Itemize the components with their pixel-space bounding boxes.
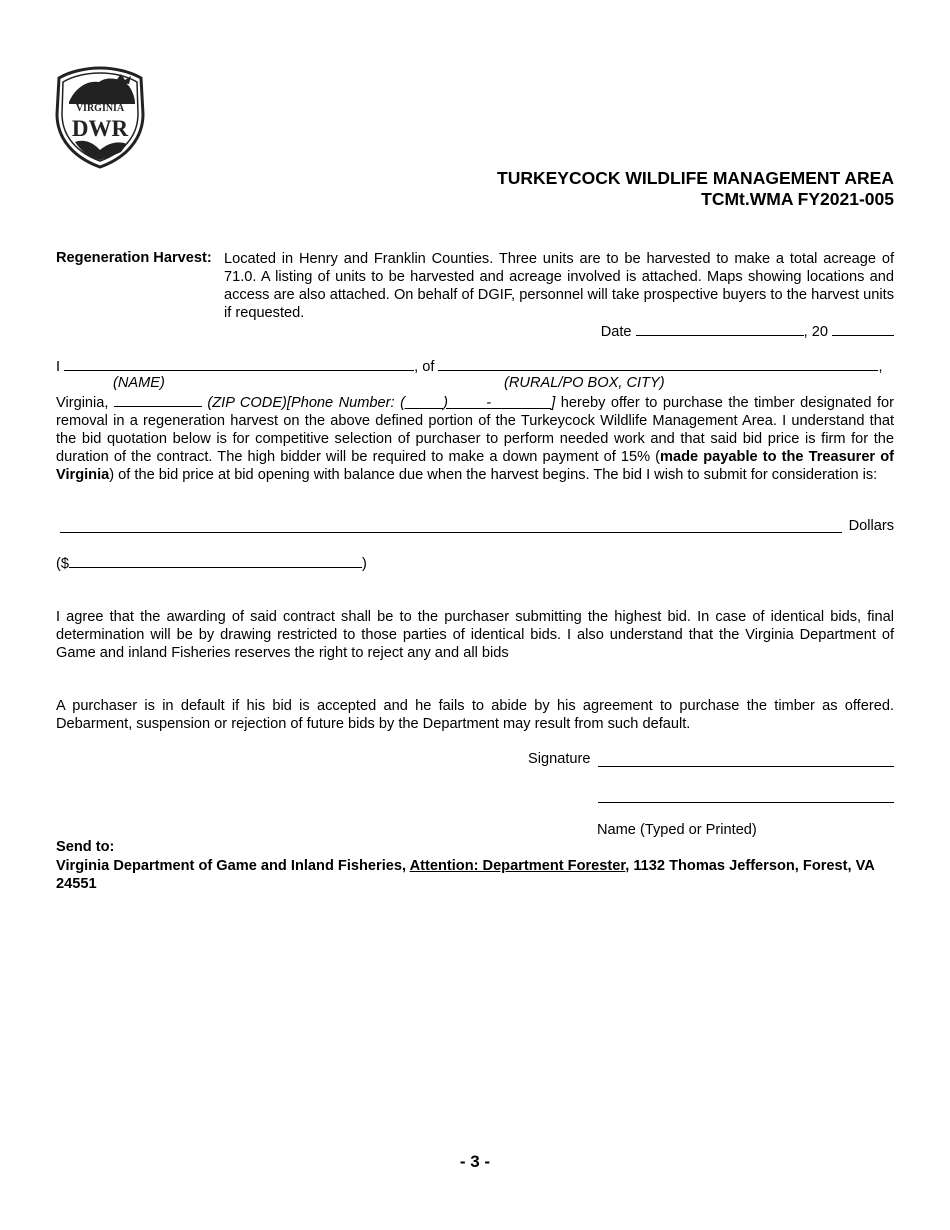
phone-open: ( (400, 395, 405, 411)
of-label: , of (414, 359, 435, 375)
date-label: Date (600, 324, 632, 340)
send-to-attention: Attention: Department Forester (409, 858, 626, 874)
document-code: TCMt.WMA FY2021-005 (701, 189, 894, 209)
phone-end: ] (551, 395, 556, 411)
bid-words-field[interactable] (60, 532, 842, 533)
offer-text-1: hereby offer to purchase the timber designated for removal in a regeneration harvest on the above defined portion of the Turkeycock Wildlife Management Area. I understand that the bid quotation below is for competitive selection of purchaser to perform needed work and that said bid price is firm for the duration of the contract. The high bidder will be required to make a down payment of 15% ( (56, 395, 895, 465)
date-year-prefix: , 20 (803, 324, 828, 340)
offer-text-2: ) of the bid price at bid opening with balance due when the harvest begins. The bid I wish to submit for consideration is: (109, 467, 878, 483)
logo-state-text: VIRGINIA (75, 103, 125, 114)
printed-name-field[interactable] (598, 802, 894, 803)
dollars-label: Dollars (848, 518, 894, 534)
printed-name-caption: Name (Typed or Printed) (597, 822, 757, 838)
signature-field[interactable] (598, 766, 894, 767)
send-to-label: Send to: (56, 839, 115, 855)
offer-bold-text: made payable to the Treasurer of Virginia (56, 449, 894, 483)
bid-amount-line (56, 554, 367, 572)
date-line (601, 322, 894, 340)
amount-prefix: ($ (56, 556, 69, 572)
address-caption: (RURAL/PO BOX, CITY) (504, 375, 665, 391)
logo-agency-text: DWR (71, 116, 129, 141)
regeneration-harvest-text: Located in Henry and Franklin Counties. Three units are to be harvested to make a total acreage of 71.0. A listing of units to be harvested and acreage involved is attached. Maps showing locations and access are also attached. On behalf of DGIF, personnel will take prospective buyers to the harvest units if requested. (224, 251, 894, 321)
address-comma: , (878, 359, 883, 375)
send-to-address (56, 857, 894, 893)
phone-dash: - (486, 395, 492, 411)
virginia-dwr-logo (55, 66, 145, 169)
phone-field[interactable] (400, 395, 551, 411)
page-number: - 3 - (459, 1152, 491, 1171)
zip-code-field[interactable] (114, 393, 202, 407)
bidder-address-field[interactable] (438, 357, 878, 371)
amount-suffix: ) (361, 556, 367, 572)
date-field[interactable] (636, 322, 804, 336)
i-label: I (56, 359, 61, 375)
state-label: Virginia, (56, 395, 109, 411)
name-caption: (NAME) (113, 375, 165, 391)
bidder-name-field[interactable] (64, 357, 414, 371)
date-year-field[interactable] (832, 322, 894, 336)
default-paragraph: A purchaser is in default if his bid is accepted and he fails to abide by his agreement to purchase the timber as offered. Debarment, suspension or rejection of future bids by the Department may result from such default. (56, 698, 894, 732)
bid-amount-field[interactable] (69, 554, 362, 568)
zip-phone-label: (ZIP CODE)[Phone Number: (207, 395, 395, 411)
regeneration-harvest-label: Regeneration Harvest: (56, 250, 212, 266)
send-to-street: , 1132 Thomas Jefferson, Forest, VA 24551 (56, 858, 875, 892)
phone-close: ) (443, 395, 449, 411)
send-to-org: Virginia Department of Game and Inland Fisheries, (56, 858, 410, 874)
agree-paragraph: I agree that the awarding of said contract shall be to the purchaser submitting the highest bid. In case of identical bids, final determination will be by drawing restricted to those parties of identical bids. I also understand that the Virginia Department of Game and inland Fisheries reserves the right to reject any and all bids (56, 609, 894, 661)
bidder-line (56, 357, 883, 375)
signature-label: Signature (528, 751, 591, 767)
offer-paragraph (56, 393, 894, 484)
document-title: TURKEYCOCK WILDLIFE MANAGEMENT AREA (497, 168, 894, 188)
